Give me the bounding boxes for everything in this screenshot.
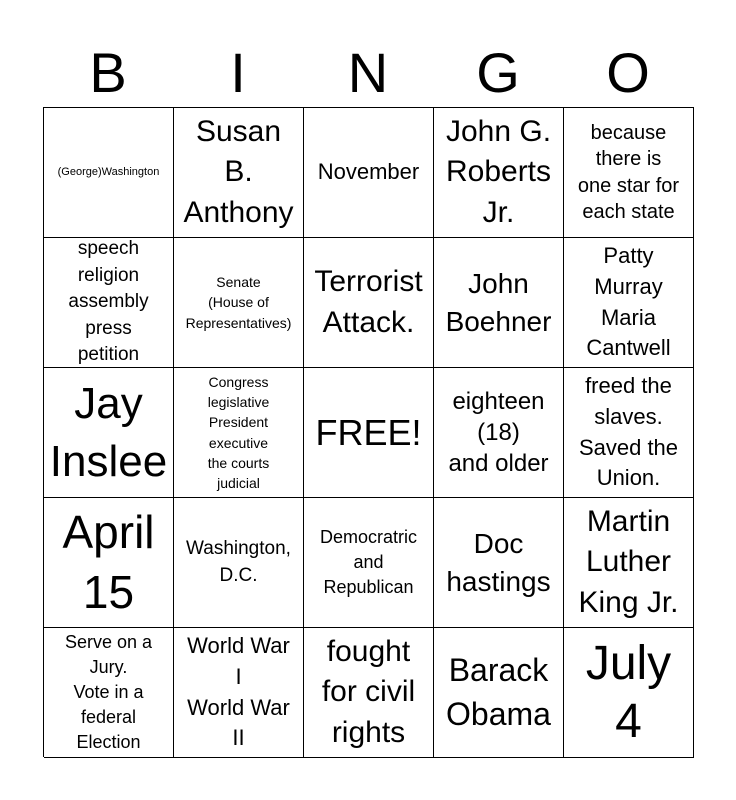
cell-text: World War I World War II	[187, 632, 290, 751]
bingo-cell[interactable]	[564, 238, 694, 368]
bingo-header	[43, 38, 693, 108]
header-letter-b: B	[89, 41, 127, 104]
cell-text: Doc hastings	[446, 527, 551, 597]
header-letter-n: N	[347, 41, 389, 104]
cell-text: Martin Luther King Jr.	[578, 504, 679, 619]
bingo-board	[43, 107, 694, 757]
cell-text: speech religion assembly press petition	[68, 238, 149, 366]
bingo-cell[interactable]	[174, 368, 304, 498]
bingo-cell[interactable]	[434, 108, 564, 238]
header-letter-o: O	[606, 41, 650, 104]
bingo-cell[interactable]	[44, 108, 174, 238]
bingo-cell[interactable]	[564, 368, 694, 498]
cell-text: John Boehner	[445, 267, 552, 337]
bingo-cell[interactable]	[44, 628, 174, 758]
cell-text: FREE!	[315, 411, 422, 453]
cell-text: freed the slaves. Saved the Union.	[578, 372, 679, 491]
bingo-cell[interactable]	[434, 368, 564, 498]
bingo-cell[interactable]	[304, 628, 434, 758]
bingo-cell[interactable]	[304, 238, 434, 368]
bingo-cell[interactable]	[304, 108, 434, 238]
bingo-cell[interactable]	[564, 628, 694, 758]
bingo-cell[interactable]	[564, 108, 694, 238]
cell-text: April 15	[62, 505, 155, 618]
cell-text: November	[317, 159, 420, 185]
bingo-cell[interactable]	[174, 628, 304, 758]
cell-text: July 4	[585, 636, 672, 748]
cell-text: John G. Roberts Jr.	[445, 114, 552, 229]
header-letter-i: I	[230, 41, 246, 104]
cell-text: fought for civil rights	[321, 634, 416, 749]
bingo-cell[interactable]	[174, 238, 304, 368]
cell-text: Washington, D.C.	[186, 537, 291, 586]
cell-text: Democratric and Republican	[319, 527, 417, 597]
header-letter-g: G	[476, 41, 520, 104]
bingo-cell[interactable]	[44, 238, 174, 368]
cell-text: Susan B. Anthony	[183, 114, 294, 229]
bingo-cell[interactable]	[304, 368, 434, 498]
cell-text: Patty Murray Maria Cantwell	[586, 242, 671, 361]
cell-text: because there is one star for each state	[577, 121, 680, 223]
cell-text: Congress legislative President executive the courts judicial	[207, 373, 270, 492]
bingo-cell[interactable]	[434, 238, 564, 368]
cell-text: Serve on a Jury. Vote in a federal Election	[64, 632, 153, 752]
cell-text: eighteen (18) and older	[448, 387, 549, 478]
cell-text: Terrorist Attack.	[314, 265, 423, 339]
bingo-cell[interactable]	[434, 498, 564, 628]
bingo-cell[interactable]	[44, 498, 174, 628]
cell-text: Barack Obama	[446, 652, 551, 732]
cell-text: Jay Inslee	[49, 379, 168, 486]
bingo-cell[interactable]	[564, 498, 694, 628]
bingo-cell[interactable]	[44, 368, 174, 498]
bingo-cell[interactable]	[174, 108, 304, 238]
bingo-cell[interactable]	[434, 628, 564, 758]
cell-text: (George)Washington	[57, 165, 160, 178]
bingo-cell[interactable]	[304, 498, 434, 628]
bingo-cell[interactable]	[174, 498, 304, 628]
cell-text: Senate (House of Representatives)	[185, 274, 292, 331]
